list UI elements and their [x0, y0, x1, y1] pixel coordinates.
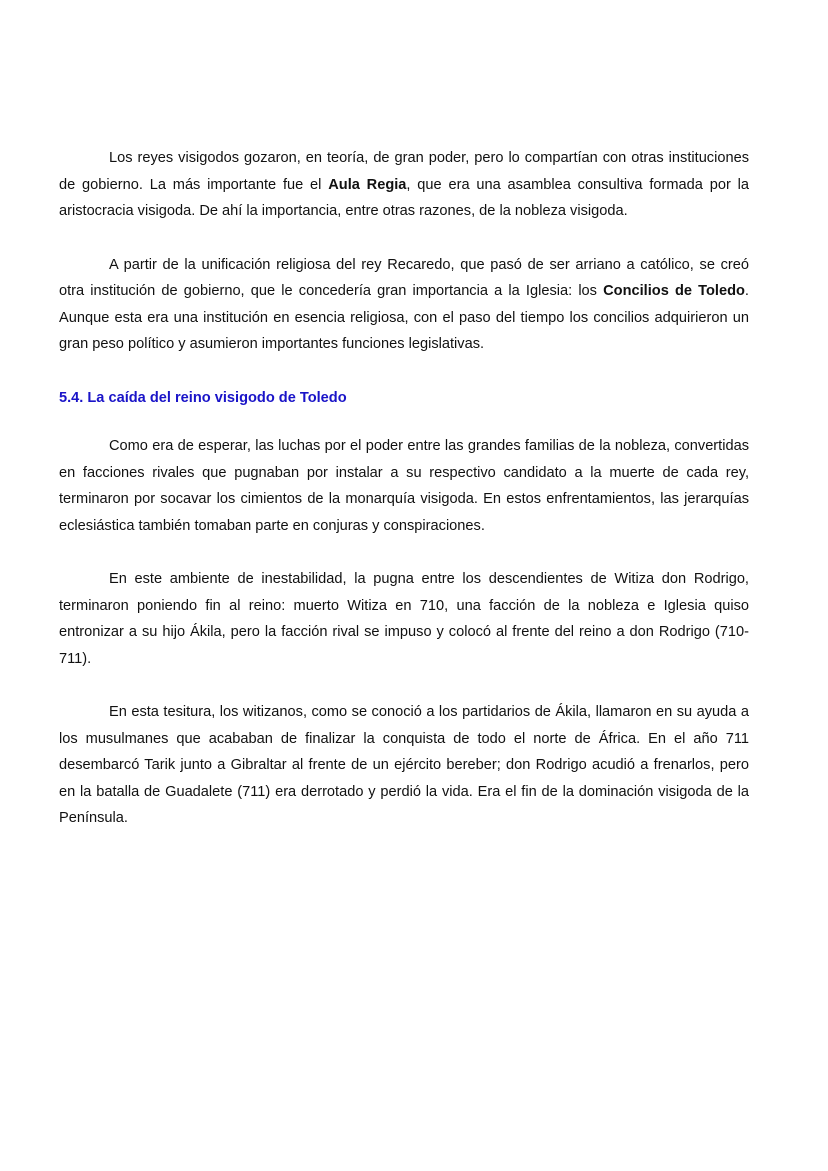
paragraph-text: A partir de la unificación religiosa del rey Recaredo, que pasó de ser arriano a católico, se creó otra institución de gobierno, que le concedería gran importancia a la Iglesia: los [59, 256, 749, 299]
document-body [59, 145, 749, 859]
paragraph-witizanos [59, 699, 749, 832]
bold-term-aula-regia: Aula Regia [328, 176, 407, 193]
paragraph-text: En este ambiente de inestabilidad, la pugna entre los descendientes de Witiza don Rodrigo, terminaron poniendo fin al reino: muerto Witiza en 710, una facción de la nobleza e Iglesia quiso entronizar a su hijo Ákila, pero la facción rival se impuso y colocó al frente del reino a don Rodrigo (710-711). [59, 571, 749, 667]
paragraph-text: En esta tesitura, los witizanos, como se conoció a los partidarios de Ákila, llamaron en su ayuda a los musulmanes que acababan de finalizar la conquista de todo el norte de África. En el año 711 desembarcó Tarik junto a Gibraltar al frente de un ejército bereber; don Rodrigo acudió a frenarlos, pero en la batalla de Guadalete (711) era derrotado y perdió la vida. Era el fin de la dominación visigoda de la Península. [59, 704, 749, 826]
paragraph-luchas-poder [59, 433, 749, 539]
paragraph-text: . Aunque esta era una institución en esencia religiosa, con el paso del tiempo los concilios adquirieron un gran peso político y asumieron importantes funciones legislativas. [59, 283, 749, 352]
section-heading: 5.4. La caída del reino visigodo de Toledo [59, 389, 347, 406]
paragraph-text: Como era de esperar, las luchas por el poder entre las grandes familias de la nobleza, convertidas en facciones rivales que pugnaban por instalar a su respectivo candidato a la muerte de cada rey, terminaron por socavar los cimientos de la monarquía visigoda. En estos enfrentamientos, las jerarquías eclesiástica también tomaban parte en conjuras y conspiraciones. [59, 438, 749, 534]
paragraph-concilios [59, 252, 749, 358]
bold-term-concilios-de-toledo: Concilios de Toledo [603, 283, 745, 299]
paragraph-text: Los reyes visigodos gozaron, en teoría, de gran poder, pero lo compartían con otras instituciones de gobierno. La más importante fue el [59, 150, 749, 193]
paragraph-inestabilidad [59, 566, 749, 672]
paragraph-aula-regia [59, 145, 749, 225]
paragraph-text: , que era una asamblea consultiva formada por la aristocracia visigoda. De ahí la importancia, entre otras razones, de la nobleza visigoda. [59, 176, 749, 219]
